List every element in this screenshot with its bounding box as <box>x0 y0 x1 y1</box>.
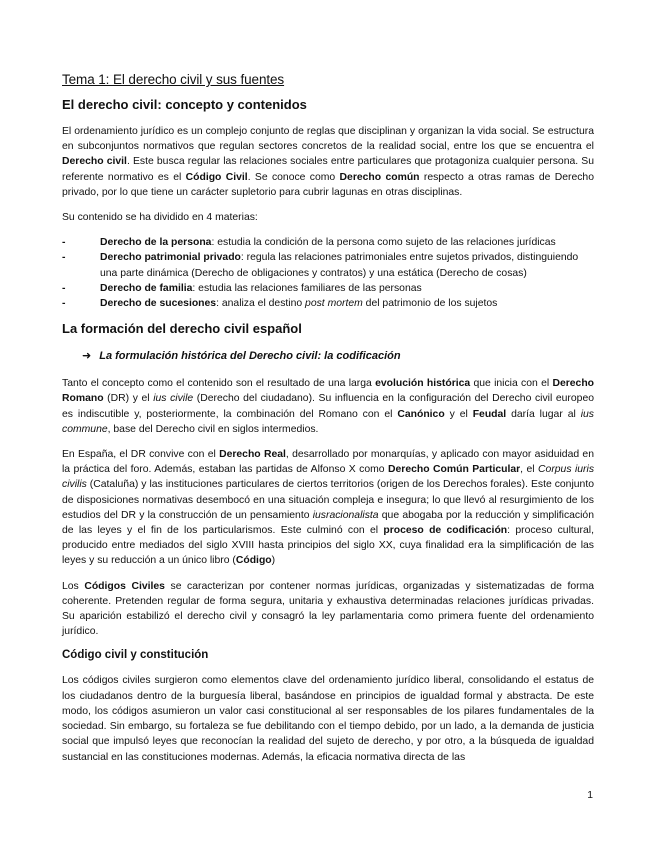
text-run: : regula las relaciones patrimoniales entre sujetos privados, distinguiendo una parte dinámica (Derecho de obligaciones y contratos) y una estática (Derecho de cosas) <box>100 252 579 279</box>
paragraph <box>62 376 594 437</box>
bold-run: Código <box>235 555 272 567</box>
bold-run: Derecho patrimonial privado <box>100 252 241 264</box>
text-run: , desarrollado por monarquías, y aplicado con mayor asiduidad en la práctica del foro. Además, estaban las partidas de Alfonso X como <box>62 449 594 476</box>
text-run: . Este busca regular las relaciones sociales entre particulares que protagoniza cualquier persona. Su referente normativo es el <box>62 156 594 183</box>
paragraph <box>62 447 594 569</box>
text-run: , base del Derecho civil en siglos intermedios. <box>107 423 319 435</box>
paragraph <box>62 579 594 640</box>
list-item <box>62 235 594 250</box>
text-run: que inicia con el <box>470 378 553 390</box>
text-run: se caracterizan por contener normas jurídicas, organizadas y sistematizadas de forma coherente. Pretenden regular de forma segura, unitaria y exhaustiva determinadas relaciones jurídicas privadas. Su aparición estabilizó el derecho civil y consagró la ley parlamentaria como primera fuente del ordenamiento jurídico. <box>62 580 595 638</box>
list-item <box>62 296 594 311</box>
bold-run: Derecho Real <box>219 449 286 461</box>
bold-run: Derecho Común Particular <box>388 464 521 476</box>
text-run: . Se conoce como <box>247 171 340 183</box>
text-run: respecto a otras ramas de Derecho privado, por lo que tiene un carácter supletorio para cubrir lagunas en otras disciplinas. <box>62 171 594 198</box>
bold-run: Derecho Romano <box>62 378 595 405</box>
bold-run: proceso de codificación <box>383 525 508 537</box>
subsection-heading-text: La formulación histórica del Derecho civil: la codificación <box>99 350 401 363</box>
text-run: y el <box>444 408 473 420</box>
italic-run: Corpus iuris civilis <box>62 464 595 491</box>
text-run: (DR) y el <box>103 393 154 405</box>
bold-run: evolución histórica <box>375 378 471 390</box>
italic-run: post mortem <box>305 298 363 310</box>
italic-run: ius civile <box>153 393 194 405</box>
bold-run: Derecho de la persona <box>100 237 212 249</box>
text-run: (Derecho del ciudadano). Su influencia en la configuración del Derecho civil europeo es indiscutible y, posteriormente, la combinación del Romano con el <box>62 393 595 420</box>
bold-run: Derecho de sucesiones <box>100 298 217 310</box>
bold-run: Derecho de familia <box>100 282 193 294</box>
list-item-text <box>100 237 556 248</box>
text-run: del patrimonio de los sujetos <box>362 298 498 310</box>
text-run: Tanto el concepto como el contenido son el resultado de una larga <box>62 378 376 390</box>
document-title: Tema 1: El derecho civil y sus fuentes <box>62 72 285 87</box>
text-run: : estudia las relaciones familiares de las personas <box>192 282 422 294</box>
bullet-dash: - <box>62 237 66 249</box>
section-heading-concepto: El derecho civil: concepto y contenidos <box>62 97 307 112</box>
paragraph <box>62 673 594 764</box>
bold-run: Código Civil <box>185 171 248 183</box>
page-number: 1 <box>587 790 593 801</box>
italic-run: iusracionalista <box>312 509 379 521</box>
subsection-heading-codigo-constitucion: Código civil y constitución <box>62 649 209 662</box>
text-run: : proceso cultural, producido entre mediados del siglo XVIII hasta principios del siglo XX, cuya finalidad era la simplificación de las leyes y su reducción a un único libro ( <box>62 525 594 567</box>
document-page <box>62 72 594 775</box>
text-run: Los <box>62 580 85 592</box>
bullet-dash: - <box>62 298 66 310</box>
materias-list <box>62 235 594 311</box>
text-run: (Cataluña) y las instituciones particulares de ciertos territorios (origen de los Derechos forales). Este conjunto de disposiciones normativas desembocó en una situación compleja e insegura; lo que llevó al resurgimiento de los estudios del DR y la construcción de un pensamiento <box>62 479 594 521</box>
bold-run: Feudal <box>472 408 507 420</box>
text-run: El ordenamiento jurídico es un complejo conjunto de reglas que disciplinan y organizan la vida social. Se estructura en subconjuntos normativos que regulan sectores concretos de la realidad social, entre los que se encuentra el <box>62 126 594 153</box>
text-run: : analiza el destino <box>216 298 306 310</box>
list-item-text <box>100 298 497 309</box>
text-run: ) <box>271 555 276 567</box>
bold-run: Códigos Civiles <box>84 580 165 592</box>
paragraph: Su contenido se ha dividido en 4 materias: <box>62 212 258 224</box>
paragraph <box>62 124 594 200</box>
text-run: Los códigos civiles surgieron como elementos clave del ordenamiento jurídico liberal, consolidando el estatus de los ciudadanos dentro de la burguesía liberal, basándose en principios de igualdad formal y abstracta. De este modo, los códigos asumieron un valor casi constitucional al ser responsables de los pilares fundamentales de la sociedad. Sin embargo, su fortaleza se fue debilitando con el tiempo debido, por un lado, a la demanda de justicia social que impulsó leyes que reconocían la realidad del sujeto de derecho, y por otro, a la búsqueda de igualdad sustancial en las constituciones modernas. Además, la eficacia normativa directa de las <box>62 675 594 763</box>
bold-run: Derecho civil <box>62 156 127 168</box>
italic-run: ius commune <box>62 408 594 435</box>
bold-run: Canónico <box>397 408 445 420</box>
section-heading-formacion: La formación del derecho civil español <box>62 321 302 337</box>
list-item <box>62 281 594 296</box>
bold-run: Derecho común <box>339 171 420 183</box>
arrow-right-icon: ➜ <box>82 350 92 363</box>
list-item-text <box>100 283 422 294</box>
list-item-text <box>100 252 578 278</box>
text-run: En España, el DR convive con el <box>62 449 220 461</box>
text-run: que abogaba por la reducción y simplificación de las leyes y el fin de los particularismos. Este culminó con el <box>62 509 594 537</box>
list-item <box>62 250 594 280</box>
text-run: , el <box>520 464 539 476</box>
text-run: : estudia la condición de la persona como sujeto de las relaciones jurídicas <box>211 237 556 249</box>
bullet-dash: - <box>62 252 66 264</box>
subsection-heading <box>82 349 594 362</box>
text-run: daría lugar al <box>506 408 581 420</box>
bullet-dash: - <box>62 282 66 294</box>
